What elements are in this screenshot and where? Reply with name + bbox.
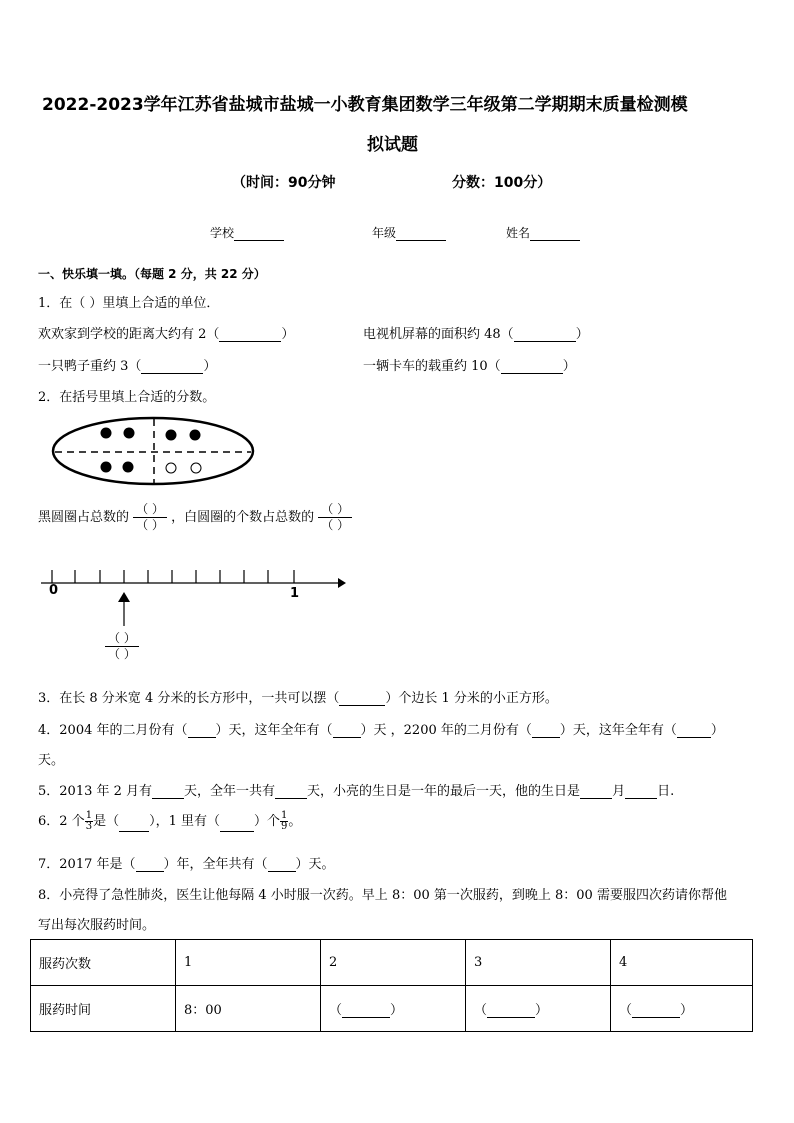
q6-fraction-1-9: $\frac{1}{9}$ bbox=[281, 810, 288, 832]
q1-c-close: ） bbox=[203, 359, 217, 374]
q7-blank[interactable] bbox=[136, 857, 164, 872]
table-cell: 3 bbox=[466, 940, 611, 986]
fraction-numerator: （ ） bbox=[105, 631, 139, 647]
fraction-denominator: （ ） bbox=[321, 518, 350, 532]
q4-text: ）天，这年全年有（ bbox=[215, 723, 333, 738]
time-blank[interactable] bbox=[342, 1003, 390, 1018]
grade-label: 年级 bbox=[372, 226, 397, 240]
black-fraction-blank[interactable] bbox=[133, 502, 167, 533]
q4-blank[interactable] bbox=[333, 723, 361, 738]
diagram-oval bbox=[53, 418, 253, 484]
time-blank[interactable] bbox=[487, 1003, 535, 1018]
name-label: 姓名 bbox=[506, 226, 531, 240]
grade-blank[interactable] bbox=[396, 226, 446, 241]
q7-text: 7．2017 年是（ bbox=[38, 857, 136, 872]
table-cell: 服药时间 bbox=[31, 986, 176, 1032]
table-cell: 2 bbox=[321, 940, 466, 986]
q3-blank[interactable] bbox=[339, 691, 385, 706]
q6-text: 是（ bbox=[93, 814, 120, 829]
table-cell-answer[interactable]: （ ） bbox=[611, 986, 753, 1032]
number-line-arrowhead bbox=[338, 578, 346, 588]
q8-line2: 写出每次服药时间。 bbox=[38, 918, 156, 933]
q1-item-c bbox=[38, 355, 216, 374]
page-title: 2022-2023学年江苏省盐城市盐城一小教育集团数学三年级第二学期期末质量检测模 bbox=[42, 95, 688, 115]
black-circle bbox=[190, 430, 201, 441]
q5-blank[interactable] bbox=[275, 784, 307, 799]
q1-a-text: 欢欢家到学校的距离大约有 2（ bbox=[38, 327, 220, 342]
q4-text: ）天，这年全年有（ bbox=[559, 723, 677, 738]
number-line-zero: 0 bbox=[49, 583, 59, 598]
table-cell-answer[interactable]: （ ） bbox=[466, 986, 611, 1032]
white-circle bbox=[166, 463, 176, 473]
q4-blank[interactable] bbox=[532, 723, 560, 738]
q1-c-text: 一只鸭子重约 3（ bbox=[38, 359, 142, 374]
q1-a-blank[interactable] bbox=[219, 327, 281, 342]
q1-d-text: 一辆卡车的载重约 10（ bbox=[363, 359, 501, 374]
q7-text: ）天。 bbox=[295, 857, 335, 872]
q6 bbox=[38, 810, 301, 832]
q3-text-b: ）个边长 1 分米的小正方形。 bbox=[385, 691, 558, 706]
page-title-line2: 拟试题 bbox=[367, 135, 418, 155]
fraction-denominator: （ ） bbox=[136, 518, 164, 532]
white-circle bbox=[191, 463, 201, 473]
q1-d-blank[interactable] bbox=[501, 359, 563, 374]
q5-blank[interactable] bbox=[625, 784, 657, 799]
q1-d-close: ） bbox=[562, 359, 576, 374]
table-cell: 1 bbox=[176, 940, 321, 986]
q4-blank[interactable] bbox=[188, 723, 216, 738]
q5-text: 日. bbox=[657, 784, 675, 799]
q6-fraction-1-3: $\frac{1}{3}$ bbox=[85, 810, 93, 832]
q1-b-text: 电视机屏幕的面积约 48（ bbox=[363, 327, 514, 342]
circle-diagram bbox=[50, 415, 256, 487]
grade-field bbox=[372, 224, 446, 241]
q2-black-text: 黑圆圈占总数的 bbox=[38, 510, 130, 525]
name-blank[interactable] bbox=[530, 226, 580, 241]
q5-text: 天，全年一共有 bbox=[184, 784, 276, 799]
q4-text: ）天 ，2200 年的二月份有（ bbox=[360, 723, 532, 738]
q8-line1: 8．小亮得了急性肺炎，医生让他每隔 4 小时服一次药。早上 8：00 第一次服药，到晚上 8：00 需要服四次药请你帮他 bbox=[38, 888, 727, 903]
school-label: 学校 bbox=[210, 226, 235, 240]
q7-blank[interactable] bbox=[268, 857, 296, 872]
name-field bbox=[506, 224, 580, 241]
number-line bbox=[38, 562, 348, 632]
section-heading: 一、快乐填一填。（每题 2 分，共 22 分） bbox=[38, 267, 266, 281]
q1-b-blank[interactable] bbox=[514, 327, 576, 342]
q6-blank[interactable] bbox=[119, 817, 149, 832]
black-circle bbox=[101, 462, 112, 473]
q4-continued: 天。 bbox=[38, 753, 65, 768]
q3 bbox=[38, 687, 558, 706]
school-blank[interactable] bbox=[234, 226, 284, 241]
fraction-numerator: （ ） bbox=[133, 502, 167, 518]
number-line-one: 1 bbox=[290, 586, 300, 601]
black-circle bbox=[166, 430, 177, 441]
table-cell: 8：00 bbox=[176, 986, 321, 1032]
q5 bbox=[38, 780, 674, 799]
q2-fraction-line bbox=[38, 502, 352, 533]
fraction-numerator: （ ） bbox=[318, 502, 352, 518]
q4 bbox=[38, 719, 724, 738]
q6-text: 6．2 个 bbox=[38, 814, 85, 829]
q1-a-close: ） bbox=[281, 327, 295, 342]
q4-blank[interactable] bbox=[677, 723, 711, 738]
fraction-denominator: （ ） bbox=[108, 647, 136, 661]
q6-text: ），1 里有（ bbox=[149, 814, 220, 829]
black-circle bbox=[124, 428, 135, 439]
q1-stem: 1．在（ ）里填上合适的单位． bbox=[38, 296, 220, 311]
q2-white-text: ，白圆圈的个数占总数的 bbox=[171, 510, 315, 525]
q3-text-a: 3．在长 8 分米宽 4 分米的长方形中，一共可以摆（ bbox=[38, 691, 340, 706]
table-row bbox=[31, 940, 753, 986]
black-circle bbox=[123, 462, 134, 473]
q4-text: ） bbox=[710, 723, 724, 738]
medication-table bbox=[30, 939, 753, 1032]
table-row bbox=[31, 986, 753, 1032]
q5-blank[interactable] bbox=[152, 784, 184, 799]
black-circle bbox=[101, 428, 112, 439]
q1-item-b bbox=[363, 323, 589, 342]
q5-text: 天，小亮的生日是一年的最后一天，他的生日是 bbox=[307, 784, 581, 799]
white-fraction-blank[interactable] bbox=[318, 502, 352, 533]
exam-score: 分数：100分） bbox=[452, 175, 552, 191]
q4-text: 4．2004 年的二月份有（ bbox=[38, 723, 188, 738]
q7 bbox=[38, 853, 335, 872]
school-field bbox=[210, 224, 284, 241]
q1-item-a bbox=[38, 323, 294, 342]
number-line-ticks bbox=[52, 570, 294, 583]
table-cell: 服药次数 bbox=[31, 940, 176, 986]
q1-c-blank[interactable] bbox=[141, 359, 203, 374]
q7-text: ）年，全年共有（ bbox=[163, 857, 268, 872]
q6-text: 。 bbox=[288, 814, 302, 829]
q6-blank[interactable] bbox=[220, 817, 254, 832]
number-line-fraction-blank[interactable] bbox=[105, 631, 139, 662]
q1-item-d bbox=[363, 355, 576, 374]
q6-text: ）个 bbox=[253, 814, 280, 829]
exam-time: （时间：90分钟 bbox=[232, 175, 336, 191]
time-blank[interactable] bbox=[632, 1003, 680, 1018]
q5-text: 5．2013 年 2 月有 bbox=[38, 784, 153, 799]
q1-b-close: ） bbox=[575, 327, 589, 342]
q2-stem: 2．在括号里填上合适的分数。 bbox=[38, 390, 216, 405]
table-cell: 4 bbox=[611, 940, 753, 986]
q5-blank[interactable] bbox=[580, 784, 612, 799]
q5-text: 月 bbox=[612, 784, 626, 799]
pointer-arrow-head bbox=[118, 592, 130, 602]
table-cell-answer[interactable]: （ ） bbox=[321, 986, 466, 1032]
